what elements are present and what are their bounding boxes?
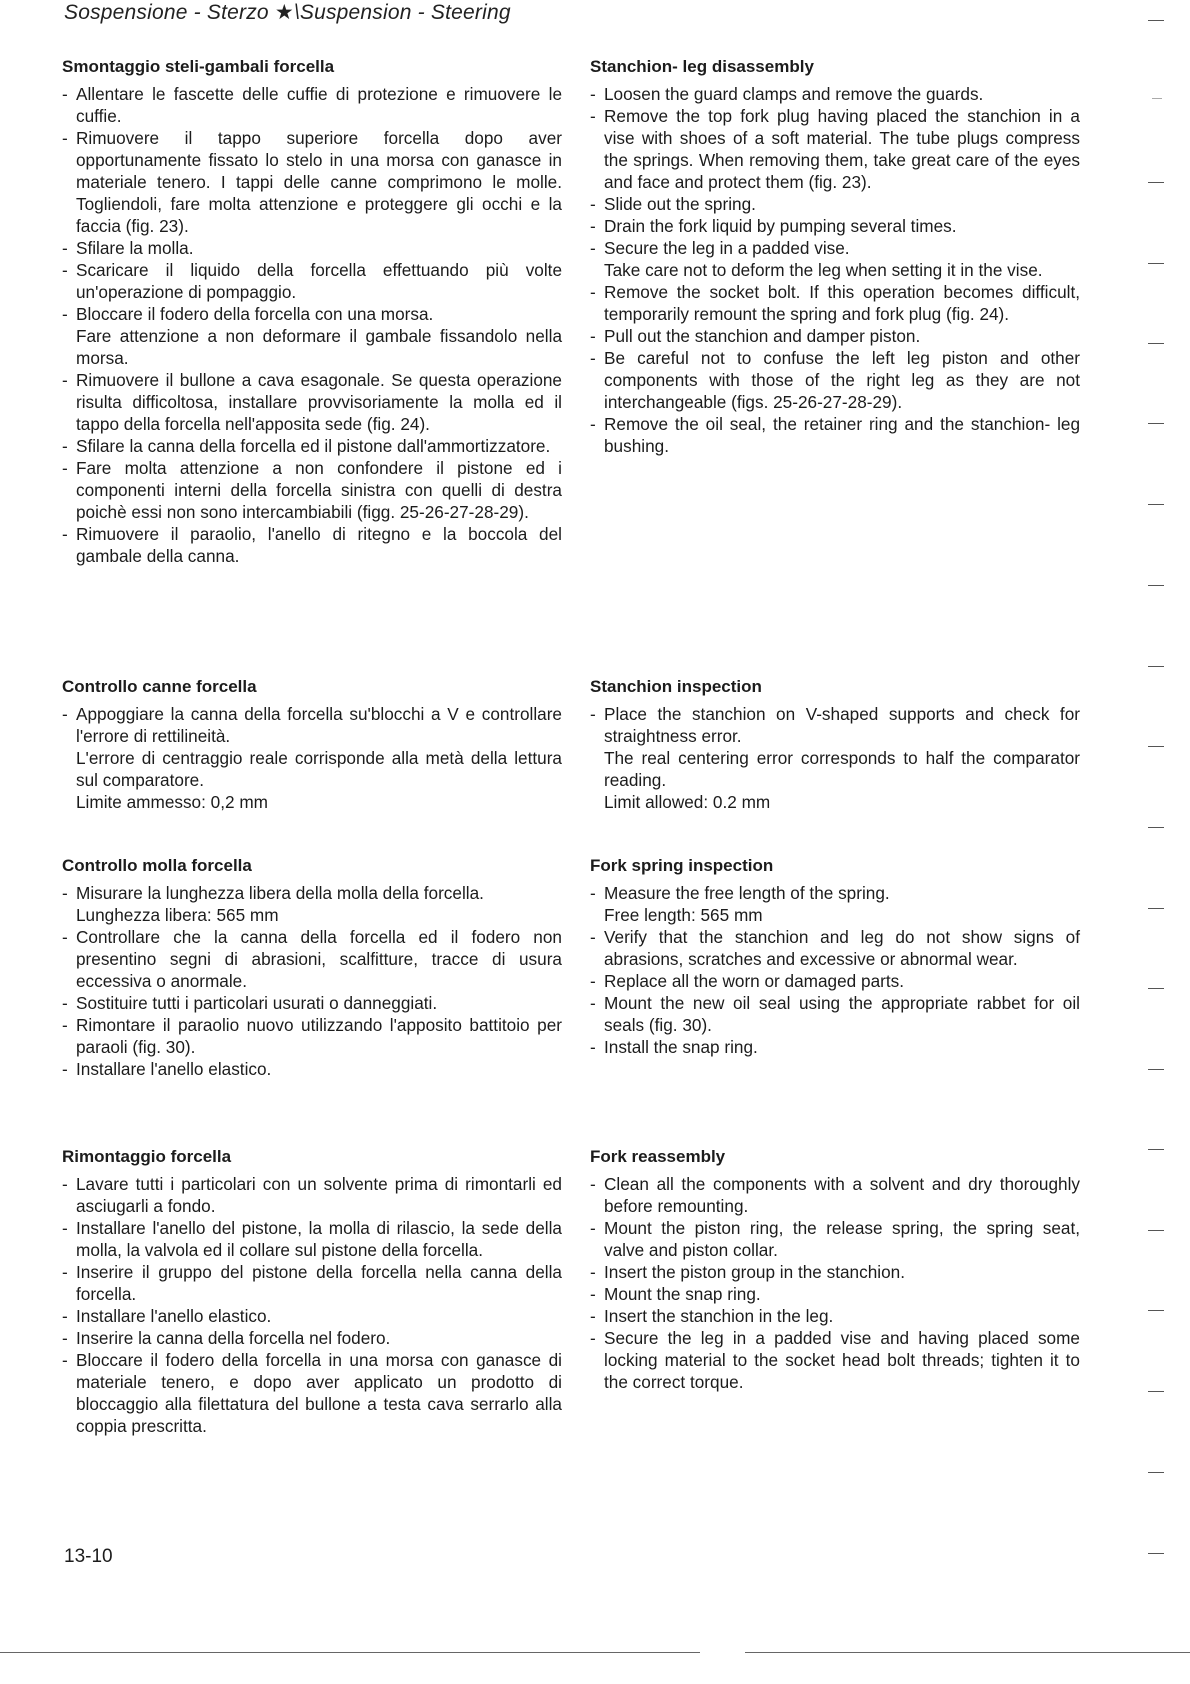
page-header-title: Sospensione - Sterzo ★\Suspension - Steering	[64, 1, 511, 24]
list-item	[62, 1173, 562, 1217]
list-item-text: Pull out the stanchion and damper piston.	[604, 326, 921, 346]
list-item-text: Inserire la canna della forcella nel fodero.	[76, 1328, 391, 1348]
list-item-text: Secure the leg in a padded vise and having placed some locking material to the socket head bolt threads; tighten it to the correct torque.	[604, 1328, 1080, 1392]
list-item	[62, 1217, 562, 1261]
section-smontaggio	[62, 56, 562, 567]
list-item	[590, 413, 1080, 457]
list-item	[590, 237, 1080, 281]
section-stanchion-leg-disassembly	[590, 56, 1080, 457]
list-item-text: Controllare che la canna della forcella ed il fodero non presentino segni di abrasioni, scalfitture, tracce di usura eccessiva o anormale.	[76, 927, 562, 991]
bullet-dash: -	[590, 1328, 596, 1348]
list-item	[62, 1014, 562, 1058]
margin-mark	[1148, 746, 1164, 747]
margin-mark	[1148, 423, 1164, 424]
list-item	[590, 1036, 1080, 1058]
list-item	[62, 83, 562, 127]
list-item	[590, 882, 1080, 926]
bullet-dash: -	[590, 414, 596, 434]
instruction-list	[62, 882, 562, 1080]
list-item	[590, 281, 1080, 325]
bullet-dash: -	[590, 282, 596, 302]
bullet-dash: -	[62, 304, 68, 324]
margin-mark	[1148, 1391, 1164, 1392]
list-item	[590, 193, 1080, 215]
list-item	[62, 703, 562, 813]
list-item	[62, 1261, 562, 1305]
bottom-rule-left	[0, 1652, 700, 1653]
bullet-dash: -	[590, 216, 596, 236]
instruction-list	[62, 1173, 562, 1437]
list-item	[62, 457, 562, 523]
section-fork-spring-inspection	[590, 855, 1080, 1058]
bullet-dash: -	[62, 1174, 68, 1194]
list-item-text: Clean all the components with a solvent and dry thoroughly before remounting.	[604, 1174, 1080, 1216]
bullet-dash: -	[62, 238, 68, 258]
bullet-dash: -	[590, 971, 596, 991]
list-item-text: Verify that the stanchion and leg do not show signs of abrasions, scratches and excessive or abnormal wear.	[604, 927, 1080, 969]
list-item-text: Install the snap ring.	[604, 1037, 758, 1057]
list-item-text: Rimuovere il paraolio, l'anello di ritegno e la boccola del gambale della canna.	[76, 524, 562, 566]
bullet-dash: -	[62, 458, 68, 478]
list-item	[590, 1261, 1080, 1283]
list-item-text: Inserire il gruppo del pistone della forcella nella canna della forcella.	[76, 1262, 562, 1304]
bullet-dash: -	[62, 1350, 68, 1370]
list-item	[62, 1058, 562, 1080]
list-item-text: Sfilare la canna della forcella ed il pistone dall'ammortizzatore.	[76, 436, 551, 456]
list-item-text: Mount the piston ring, the release spring, the spring seat, valve and piston collar.	[604, 1218, 1080, 1260]
bullet-dash: -	[62, 1059, 68, 1079]
bullet-dash: -	[62, 927, 68, 947]
bullet-dash: -	[62, 128, 68, 148]
list-item	[590, 1173, 1080, 1217]
list-item	[62, 882, 562, 926]
list-item	[590, 215, 1080, 237]
margin-mark	[1148, 343, 1164, 344]
list-item-text: Appoggiare la canna della forcella su'blocchi a V e controllare l'errore di rettilineità.	[76, 704, 562, 746]
list-item-text: Misurare la lunghezza libera della molla della forcella.	[76, 883, 484, 903]
list-item-text: Drain the fork liquid by pumping several times.	[604, 216, 957, 236]
bullet-dash: -	[62, 370, 68, 390]
bullet-dash: -	[62, 1015, 68, 1035]
list-item	[62, 259, 562, 303]
list-item-continuation: Limit allowed: 0.2 mm	[604, 792, 771, 812]
list-item-text: Rimuovere il tappo superiore forcella dopo aver opportunamente fissato lo stelo in una morsa con ganasce in materiale tenero. I tappi delle canne comprimono le molle. Togliendoli, fare molta attenzione e proteggere gli occhi e la faccia (fig. 23).	[76, 128, 562, 236]
list-item	[590, 325, 1080, 347]
list-item-text: Lavare tutti i particolari con un solvente prima di rimontarli ed asciugarli a fondo.	[76, 1174, 562, 1216]
list-item-text: Installare l'anello del pistone, la molla di rilascio, la sede della molla, la valvola ed il collare sul pistone della forcella.	[76, 1218, 562, 1260]
bullet-dash: -	[62, 993, 68, 1013]
list-item-text: Installare l'anello elastico.	[76, 1059, 272, 1079]
section-title: Controllo canne forcella	[62, 677, 257, 696]
list-item-text: Loosen the guard clamps and remove the guards.	[604, 84, 984, 104]
list-item	[62, 127, 562, 237]
margin-mark	[1148, 1069, 1164, 1070]
margin-mark	[1148, 988, 1164, 989]
list-item-text: Fare molta attenzione a non confondere il pistone ed i componenti interni della forcella sinistra con quelli di destra poichè essi non sono intercambiabili (figg. 25-26-27-28-29).	[76, 458, 562, 522]
list-item-continuation: Limite ammesso: 0,2 mm	[76, 792, 268, 812]
section-fork-reassembly	[590, 1146, 1080, 1393]
list-item-text: Secure the leg in a padded vise.	[604, 238, 850, 258]
list-item-text: Sfilare la molla.	[76, 238, 194, 258]
list-item	[62, 523, 562, 567]
bullet-dash: -	[590, 84, 596, 104]
bullet-dash: -	[590, 194, 596, 214]
list-item-text: Place the stanchion on V-shaped supports and check for straightness error.	[604, 704, 1080, 746]
list-item	[590, 1305, 1080, 1327]
margin-mark	[1148, 263, 1164, 264]
list-item	[590, 347, 1080, 413]
bullet-dash: -	[590, 927, 596, 947]
bullet-dash: -	[62, 84, 68, 104]
list-item-text: Slide out the spring.	[604, 194, 756, 214]
margin-mark	[1148, 827, 1164, 828]
list-item-continuation: Take care not to deform the leg when setting it in the vise.	[604, 260, 1043, 280]
bullet-dash: -	[590, 326, 596, 346]
list-item	[62, 1305, 562, 1327]
bullet-dash: -	[590, 1262, 596, 1282]
list-item	[62, 1327, 562, 1349]
list-item	[62, 237, 562, 259]
bullet-dash: -	[62, 1218, 68, 1238]
margin-mark	[1148, 908, 1164, 909]
bullet-dash: -	[62, 260, 68, 280]
list-item-text: Allentare le fascette delle cuffie di protezione e rimuovere le cuffie.	[76, 84, 562, 126]
bullet-dash: -	[590, 704, 596, 724]
bullet-dash: -	[590, 1174, 596, 1194]
list-item	[62, 992, 562, 1014]
instruction-list	[62, 83, 562, 567]
list-item-text: Bloccare il fodero della forcella con una morsa.	[76, 304, 434, 324]
page-number: 13-10	[64, 1546, 113, 1567]
list-item-text: Bloccare il fodero della forcella in una morsa con ganasce di materiale tenero, e dopo aver applicato un prodotto di bloccaggio alla filettatura del bullone a testa cava serrarlo alla coppia prescritta.	[76, 1350, 562, 1436]
margin-mark	[1148, 1149, 1164, 1150]
list-item-text: Remove the oil seal, the retainer ring and the stanchion- leg bushing.	[604, 414, 1080, 456]
bullet-dash: -	[62, 1306, 68, 1326]
margin-mark	[1152, 98, 1162, 99]
margin-mark	[1148, 182, 1164, 183]
instruction-list	[590, 1173, 1080, 1393]
list-item-continuation: Free length: 565 mm	[604, 905, 763, 925]
margin-mark	[1148, 504, 1164, 505]
bullet-dash: -	[62, 1262, 68, 1282]
list-item	[590, 1283, 1080, 1305]
bullet-dash: -	[590, 1037, 596, 1057]
list-item	[62, 435, 562, 457]
list-item	[590, 970, 1080, 992]
instruction-list	[590, 882, 1080, 1058]
list-item	[62, 926, 562, 992]
section-stanchion-inspection	[590, 676, 1080, 813]
list-item-text: Replace all the worn or damaged parts.	[604, 971, 904, 991]
list-item-text: Insert the piston group in the stanchion.	[604, 1262, 905, 1282]
section-title: Rimontaggio forcella	[62, 1147, 232, 1166]
bottom-rule-right	[745, 1652, 1190, 1653]
list-item-text: Mount the snap ring.	[604, 1284, 761, 1304]
list-item-text: Insert the stanchion in the leg.	[604, 1306, 834, 1326]
section-title: Smontaggio steli-gambali forcella	[62, 57, 335, 76]
list-item-text: Be careful not to confuse the left leg piston and other components with those of the right leg as they are not interchangeable (figs. 25-26-27-28-29).	[604, 348, 1080, 412]
list-item	[590, 1217, 1080, 1261]
instruction-list	[590, 703, 1080, 813]
instruction-list	[590, 83, 1080, 457]
section-title: Fork spring inspection	[590, 856, 774, 875]
bullet-dash: -	[590, 1218, 596, 1238]
list-item-text: Installare l'anello elastico.	[76, 1306, 272, 1326]
margin-mark	[1148, 1553, 1164, 1554]
margin-mark	[1148, 585, 1164, 586]
list-item	[590, 1327, 1080, 1393]
list-item-continuation: Fare attenzione a non deformare il gambale fissandolo nella morsa.	[76, 326, 562, 368]
list-item-text: Rimuovere il bullone a cava esagonale. Se questa operazione risulta difficoltosa, installare provvisoriamente la molla ed il tappo della forcella nell'apposita sede (fig. 24).	[76, 370, 562, 434]
bullet-dash: -	[590, 238, 596, 258]
margin-mark	[1148, 1310, 1164, 1311]
section-title: Stanchion- leg disassembly	[590, 57, 814, 76]
bullet-dash: -	[62, 436, 68, 456]
section-controllo-canne	[62, 676, 562, 813]
bullet-dash: -	[62, 704, 68, 724]
section-title: Fork reassembly	[590, 1147, 726, 1166]
bullet-dash: -	[590, 1284, 596, 1304]
list-item-text: Remove the socket bolt. If this operation becomes difficult, temporarily remount the spring and fork plug (fig. 24).	[604, 282, 1080, 324]
bullet-dash: -	[62, 883, 68, 903]
list-item	[590, 992, 1080, 1036]
list-item	[590, 83, 1080, 105]
list-item-text: Rimontare il paraolio nuovo utilizzando l'apposito battitoio per paraoli (fig. 30).	[76, 1015, 562, 1057]
instruction-list	[62, 703, 562, 813]
list-item-text: Mount the new oil seal using the appropriate rabbet for oil seals (fig. 30).	[604, 993, 1080, 1035]
bullet-dash: -	[62, 1328, 68, 1348]
bullet-dash: -	[590, 1306, 596, 1326]
list-item-text: Measure the free length of the spring.	[604, 883, 890, 903]
list-item-continuation: Lunghezza libera: 565 mm	[76, 905, 279, 925]
list-item	[590, 703, 1080, 813]
list-item-text: Scaricare il liquido della forcella effettuando più volte un'operazione di pompaggio.	[76, 260, 562, 302]
margin-mark	[1148, 20, 1164, 21]
list-item-text: Sostituire tutti i particolari usurati o danneggiati.	[76, 993, 438, 1013]
list-item-text: Remove the top fork plug having placed the stanchion in a vise with shoes of a soft material. The tube plugs compress the springs. When removing them, take great care of the eyes and face and protect them (fig. 23).	[604, 106, 1080, 192]
list-item	[62, 303, 562, 369]
bullet-dash: -	[62, 524, 68, 544]
bullet-dash: -	[590, 348, 596, 368]
bullet-dash: -	[590, 883, 596, 903]
list-item	[62, 1349, 562, 1437]
section-controllo-molla	[62, 855, 562, 1080]
list-item	[590, 105, 1080, 193]
section-title: Controllo molla forcella	[62, 856, 252, 875]
list-item-continuation: L'errore di centraggio reale corrisponde alla metà della lettura sul comparatore.	[76, 748, 562, 790]
list-item	[590, 926, 1080, 970]
margin-mark	[1148, 1230, 1164, 1231]
margin-mark	[1148, 666, 1164, 667]
list-item-continuation: The real centering error corresponds to half the comparator reading.	[604, 748, 1080, 790]
margin-mark	[1148, 1472, 1164, 1473]
list-item	[62, 369, 562, 435]
bullet-dash: -	[590, 106, 596, 126]
section-title: Stanchion inspection	[590, 677, 762, 696]
bullet-dash: -	[590, 993, 596, 1013]
section-rimontaggio	[62, 1146, 562, 1437]
